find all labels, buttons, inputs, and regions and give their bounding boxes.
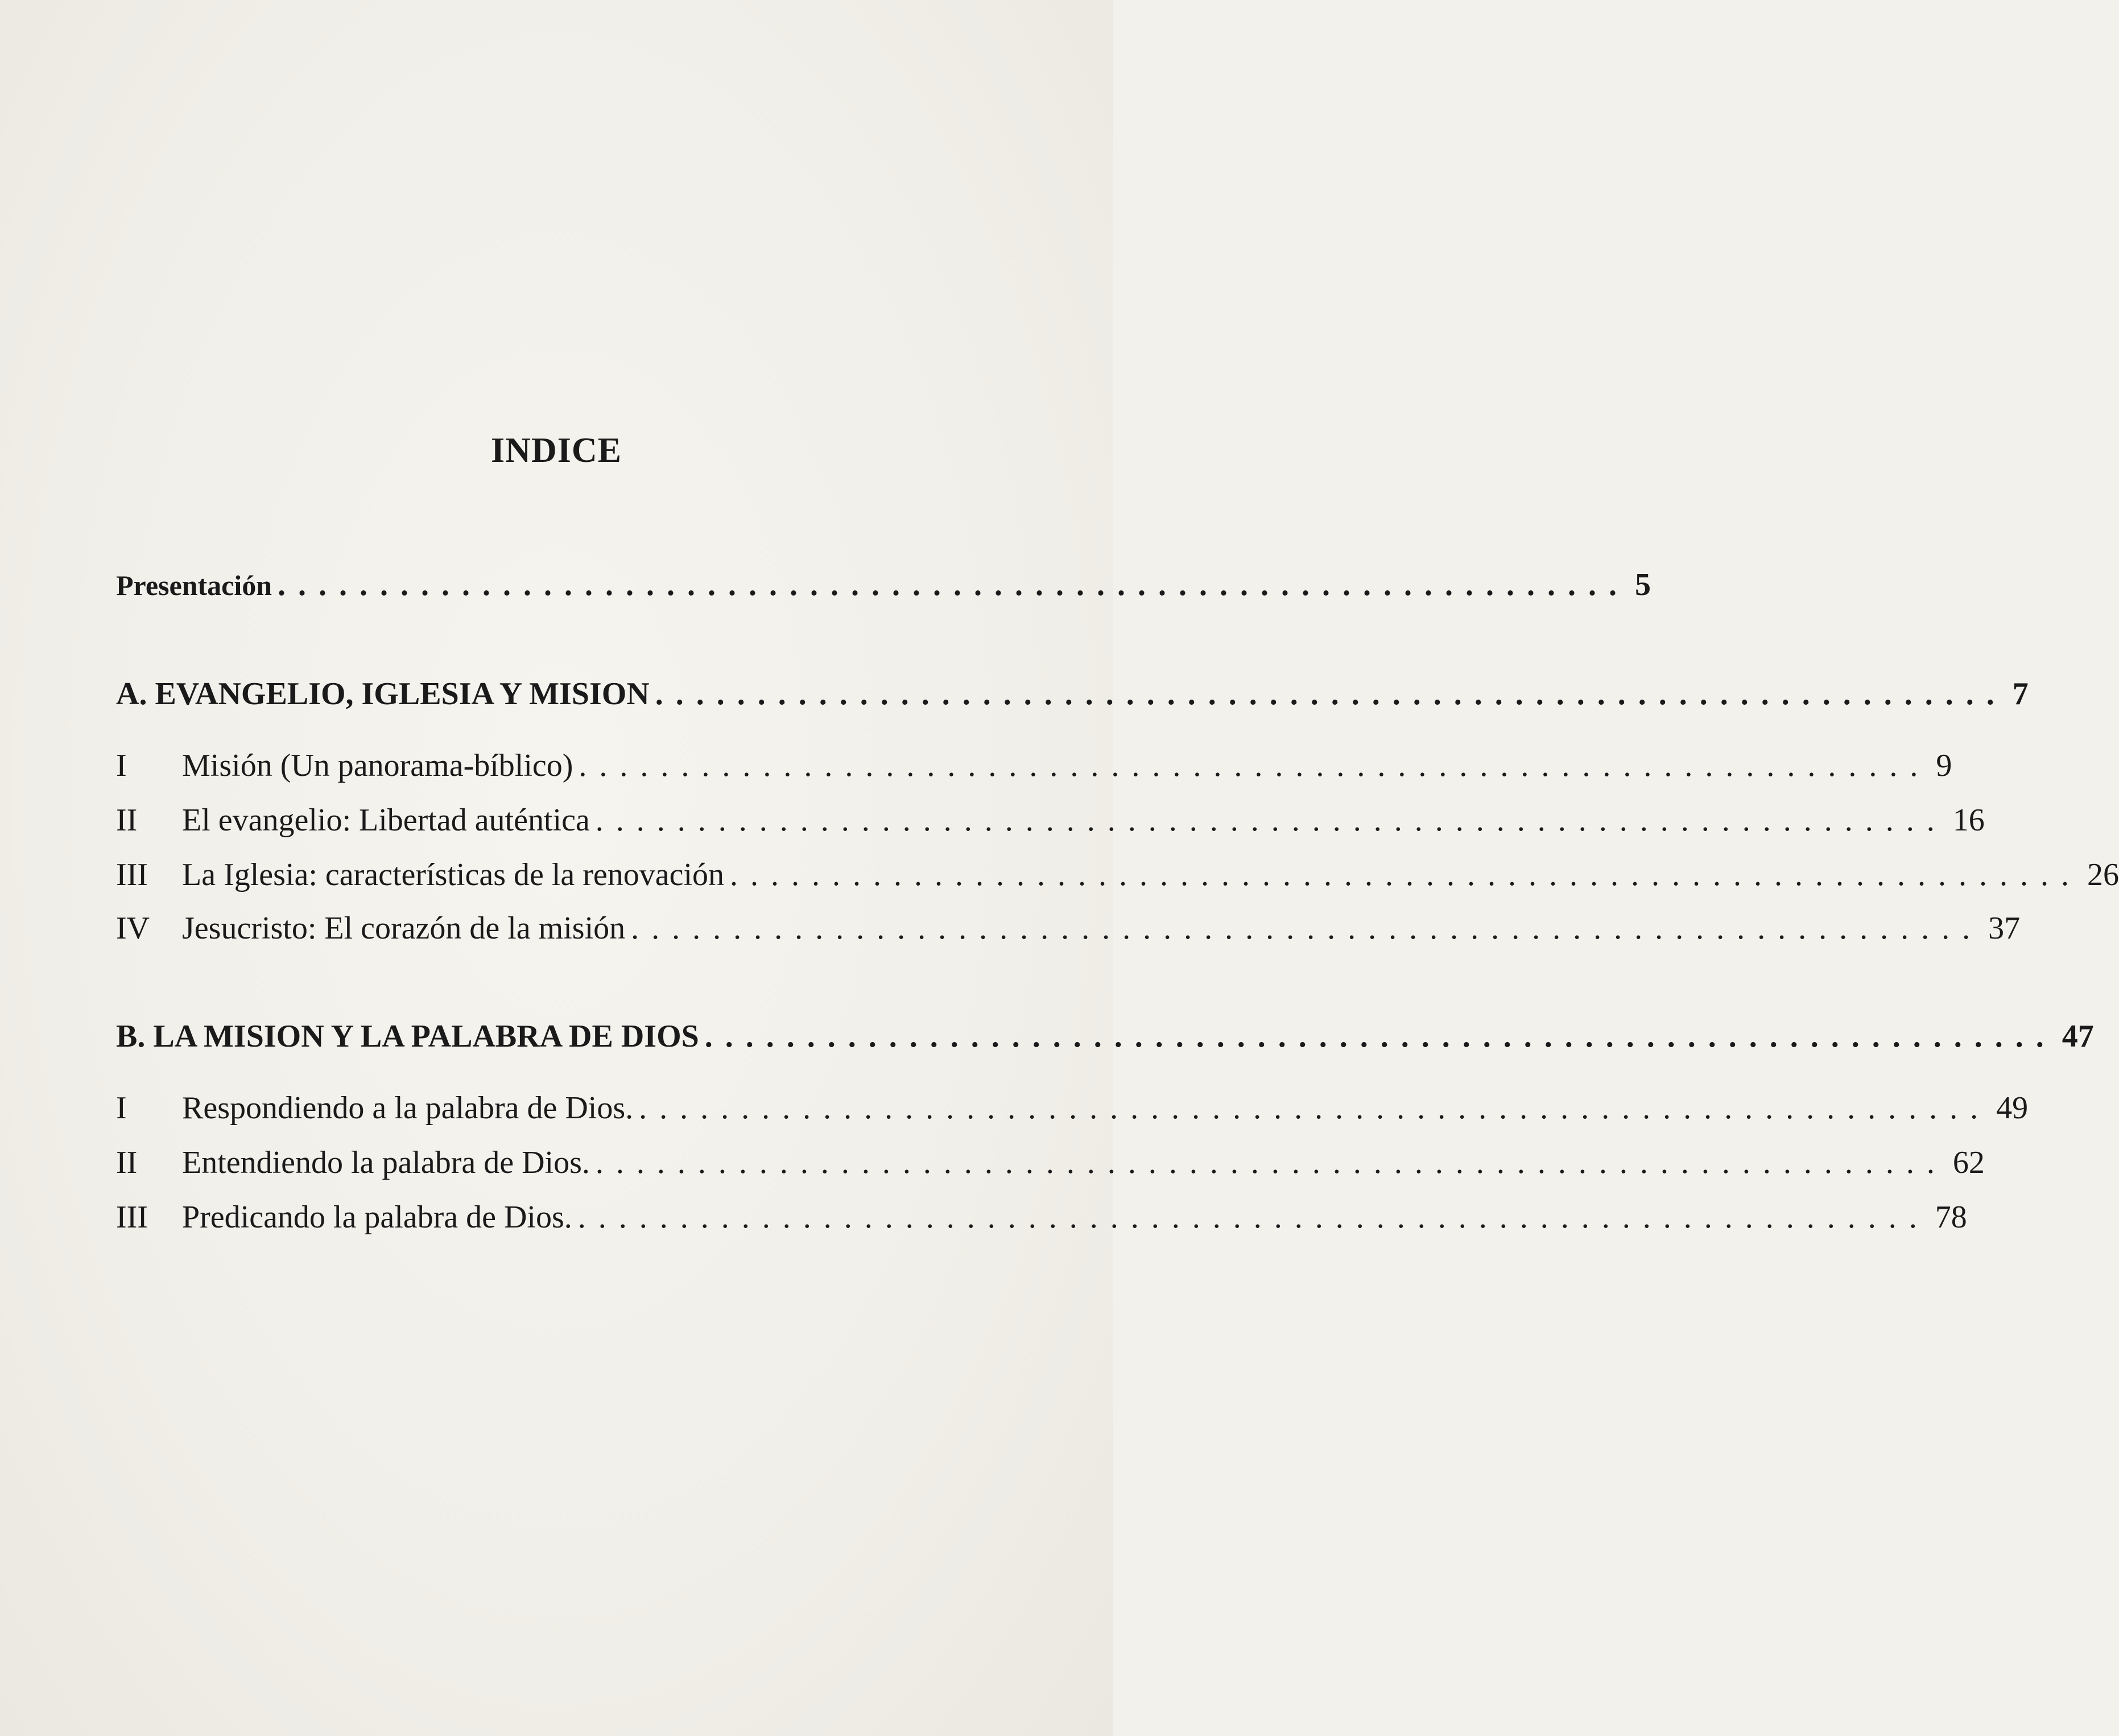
toc-entry <box>116 797 1985 843</box>
toc-entry-page: 49 <box>1996 1090 2029 1126</box>
toc-entry <box>116 743 1952 788</box>
toc-entry-page: 62 <box>1952 1145 1985 1180</box>
toc-entry-label: Misión (Un panorama-bíblico) <box>182 748 573 783</box>
toc-entry-page: 78 <box>1935 1200 1967 1235</box>
toc-entry-number: I <box>116 748 127 783</box>
toc-entry-label: El evangelio: Libertad auténtica <box>182 803 590 838</box>
toc-entry-number: II <box>116 803 138 838</box>
toc-entry-number: III <box>116 857 148 892</box>
toc-entry-label: Respondiendo a la palabra de Dios. <box>182 1090 634 1126</box>
toc-entry <box>116 1194 1967 1240</box>
toc-section-a <box>116 671 2029 717</box>
toc-section-page: 47 <box>2062 1019 2094 1054</box>
dot-leader: .................................................................. <box>595 803 1947 838</box>
dot-leader: .................................................................. <box>655 676 2007 712</box>
toc-entry-label: Jesucristo: El corazón de la misión <box>182 911 626 946</box>
dot-leader: .................................................................. <box>631 911 1983 946</box>
toc-entry-number: I <box>116 1090 127 1126</box>
dot-leader: .................................................................. <box>704 1019 2056 1054</box>
toc-entry-presentation <box>116 562 1651 607</box>
toc-entry-page: 5 <box>1635 567 1651 602</box>
toc-section-page: 7 <box>2012 676 2029 712</box>
dot-leader: .................................................................. <box>577 1200 1930 1235</box>
toc-entry-label: Presentación <box>116 569 272 601</box>
dot-leader: .................................................................. <box>595 1145 1947 1180</box>
toc-entry-label: Predicando la palabra de Dios. <box>182 1200 572 1235</box>
toc-section-label: B. LA MISION Y LA PALABRA DE DIOS <box>116 1019 699 1054</box>
dot-leader: .................................................................. <box>639 1090 1991 1126</box>
toc-entry-number: II <box>116 1145 138 1180</box>
toc-entry-page: 37 <box>1988 911 2021 946</box>
toc-entry <box>116 1085 2029 1131</box>
toc-entry-number: IV <box>116 911 150 946</box>
dot-leader: .................................................................. <box>278 567 1630 602</box>
toc-entry <box>116 906 2021 951</box>
toc-entry <box>116 1140 1985 1185</box>
toc-entry-label: La Iglesia: características de la renovación <box>182 857 725 892</box>
toc-entry <box>116 852 2119 898</box>
toc-entry-page: 16 <box>1952 803 1985 838</box>
toc-section-label: A. EVANGELIO, IGLESIA Y MISION <box>116 676 650 712</box>
page-title: INDICE <box>491 431 622 470</box>
dot-leader: .................................................................. <box>730 857 2082 892</box>
toc-entry-label: Entendiendo la palabra de Dios. <box>182 1145 590 1180</box>
toc-entry-page: 9 <box>1936 748 1952 783</box>
dot-leader: .................................................................. <box>579 748 1931 783</box>
toc-section-b <box>116 1014 2094 1059</box>
toc-entry-number: III <box>116 1200 148 1235</box>
toc-entry-page: 26 <box>2087 857 2119 892</box>
